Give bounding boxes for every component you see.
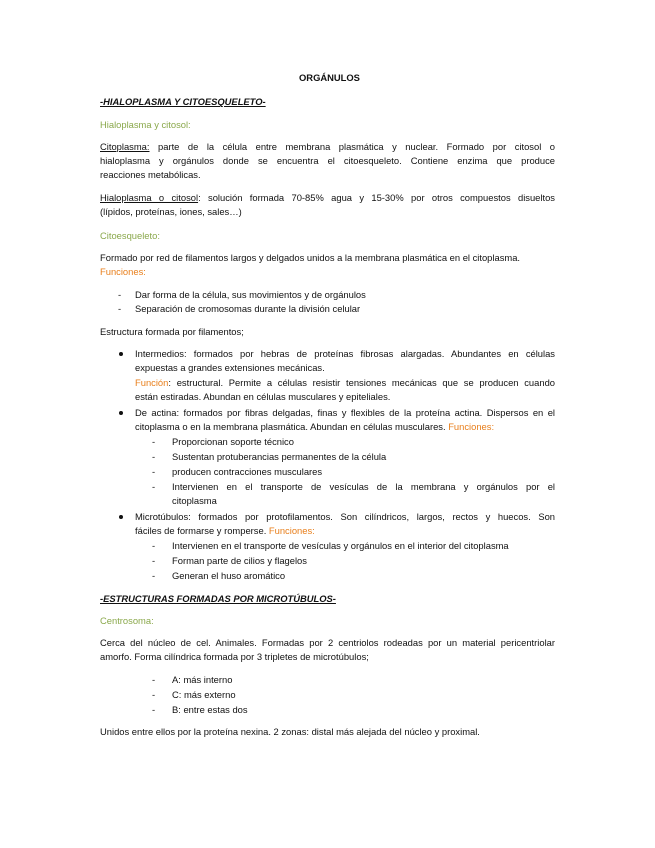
- list-dash: -: [152, 555, 156, 566]
- intermedios-funcion-line-2: están estiradas. Abundan en células musculares y epiteliales.: [135, 391, 391, 402]
- intermedios-funcion-line-1: [135, 376, 555, 391]
- citoplasma-line-3: reacciones metabólicas.: [100, 169, 201, 180]
- subheading-centrosoma: Centrosoma:: [100, 615, 154, 626]
- list-dash: -: [152, 540, 156, 551]
- centrosoma-line-1: Cerca del núcleo de cel. Animales. Formadas por 2 centriolos rodeadas por un material pericentriolar: [100, 637, 555, 648]
- actina-line-1: De actina: formados por fibras delgadas, finas y flexibles de la proteína actina. Dispersos en el: [135, 407, 555, 418]
- hialoplasma-term: Hialoplasma o citosol: [100, 192, 199, 203]
- citoesqueleto-intro: Formado por red de filamentos largos y delgados unidos a la membrana plasmática en el citoplasma.: [100, 252, 521, 263]
- section-heading-microtubulos: -ESTRUCTURAS FORMADAS POR MICROTÚBULOS-: [100, 593, 336, 604]
- list-dash: -: [152, 466, 156, 477]
- actina-subitem-1: Proporcionan soporte técnico: [172, 436, 294, 447]
- microtubulos-line-2: [135, 524, 315, 539]
- list-dash: -: [152, 570, 156, 581]
- actina-line-2: [135, 420, 494, 435]
- list-dash: -: [152, 704, 156, 715]
- funcion-label: Función: [135, 377, 169, 388]
- list-dash: -: [118, 289, 122, 300]
- microtubulos-text-2: fáciles de formarse y romperse.: [135, 525, 267, 536]
- subheading-citoesqueleto: Citoesqueleto:: [100, 230, 160, 241]
- list-dash: -: [152, 674, 156, 685]
- hialoplasma-line-2: (lípidos, proteínas, iones, sales…): [100, 206, 242, 217]
- actina-subitem-4: Intervienen en el transporte de vesículas de la membrana y orgánulos por el: [172, 481, 555, 492]
- actina-text-2: citoplasma o en la membrana plasmática. Abundan en células musculares.: [135, 421, 446, 432]
- citoplasma-text-1: parte de la célula entre membrana plasmática y nuclear. Formado por citosol o: [158, 141, 555, 152]
- intermedios-line-2: expuestas a grandes extensiones mecánicas.: [135, 362, 325, 373]
- intermedios-line-1: Intermedios: formados por hebras de proteínas fibrosas alargadas. Abundantes en células: [135, 348, 555, 359]
- hialoplasma-line-1: [100, 191, 555, 206]
- funcion-item-1: Dar forma de la célula, sus movimientos y de orgánulos: [135, 289, 366, 300]
- actina-subitem-4-cont: citoplasma: [172, 495, 217, 506]
- subheading-hialoplasma: Hialoplasma y citosol:: [100, 119, 191, 130]
- triplete-item-1: A: más interno: [172, 674, 233, 685]
- citoplasma-line-1: [100, 140, 555, 155]
- estructura-intro: Estructura formada por filamentos;: [100, 326, 244, 337]
- section-heading-hialoplasma: -HIALOPLASMA Y CITOESQUELETO-: [100, 96, 266, 107]
- hialoplasma-text-1: : solución formada 70-85% agua y 15-30% por otros compuestos disueltos: [198, 192, 555, 203]
- list-dash: -: [152, 481, 156, 492]
- list-dash: -: [152, 451, 156, 462]
- funcion-item-2: Separación de cromosomas durante la división celular: [135, 303, 361, 314]
- microtubulos-subitem-2: Forman parte de cilios y flagelos: [172, 555, 307, 566]
- bullet-dot: [119, 352, 123, 356]
- microtubulos-subitem-1: Intervienen en el transporte de vesículas y orgánulos en el interior del citoplasma: [172, 540, 509, 551]
- funciones-label: Funciones:: [100, 266, 146, 277]
- triplete-item-3: B: entre estas dos: [172, 704, 248, 715]
- list-dash: -: [152, 689, 156, 700]
- bullet-dot: [119, 411, 123, 415]
- bullet-dot: [119, 515, 123, 519]
- closing-paragraph: Unidos entre ellos por la proteína nexina. 2 zonas: distal más alejada del núcleo y proximal.: [100, 726, 480, 737]
- microtubulos-line-1: Microtúbulos: formados por protofilamentos. Son cilíndricos, largos, rectos y huecos. Son: [135, 511, 555, 522]
- intermedios-funcion-text: : estructural. Permite a células resistir tensiones mecánicas que se producen cuando: [168, 377, 555, 388]
- triplete-item-2: C: más externo: [172, 689, 236, 700]
- microtubulos-subitem-3: Generan el huso aromático: [172, 570, 286, 581]
- actina-funciones-label: Funciones:: [448, 421, 495, 432]
- centrosoma-line-2: amorfo. Forma cilíndrica formada por 3 tripletes de microtúbulos;: [100, 651, 369, 662]
- actina-subitem-2: Sustentan protuberancias permanentes de la célula: [172, 451, 387, 462]
- citoplasma-line-2: hialoplasma y orgánulos donde se encuentra el citoesqueleto. Contiene enzima que produce: [100, 155, 555, 166]
- page-title: ORGÁNULOS: [299, 72, 360, 83]
- list-dash: -: [152, 436, 156, 447]
- actina-subitem-3: producen contracciones musculares: [172, 466, 323, 477]
- citoplasma-term: Citoplasma:: [100, 141, 150, 152]
- microtubulos-funciones-label: Funciones:: [268, 525, 315, 536]
- list-dash: -: [118, 303, 122, 314]
